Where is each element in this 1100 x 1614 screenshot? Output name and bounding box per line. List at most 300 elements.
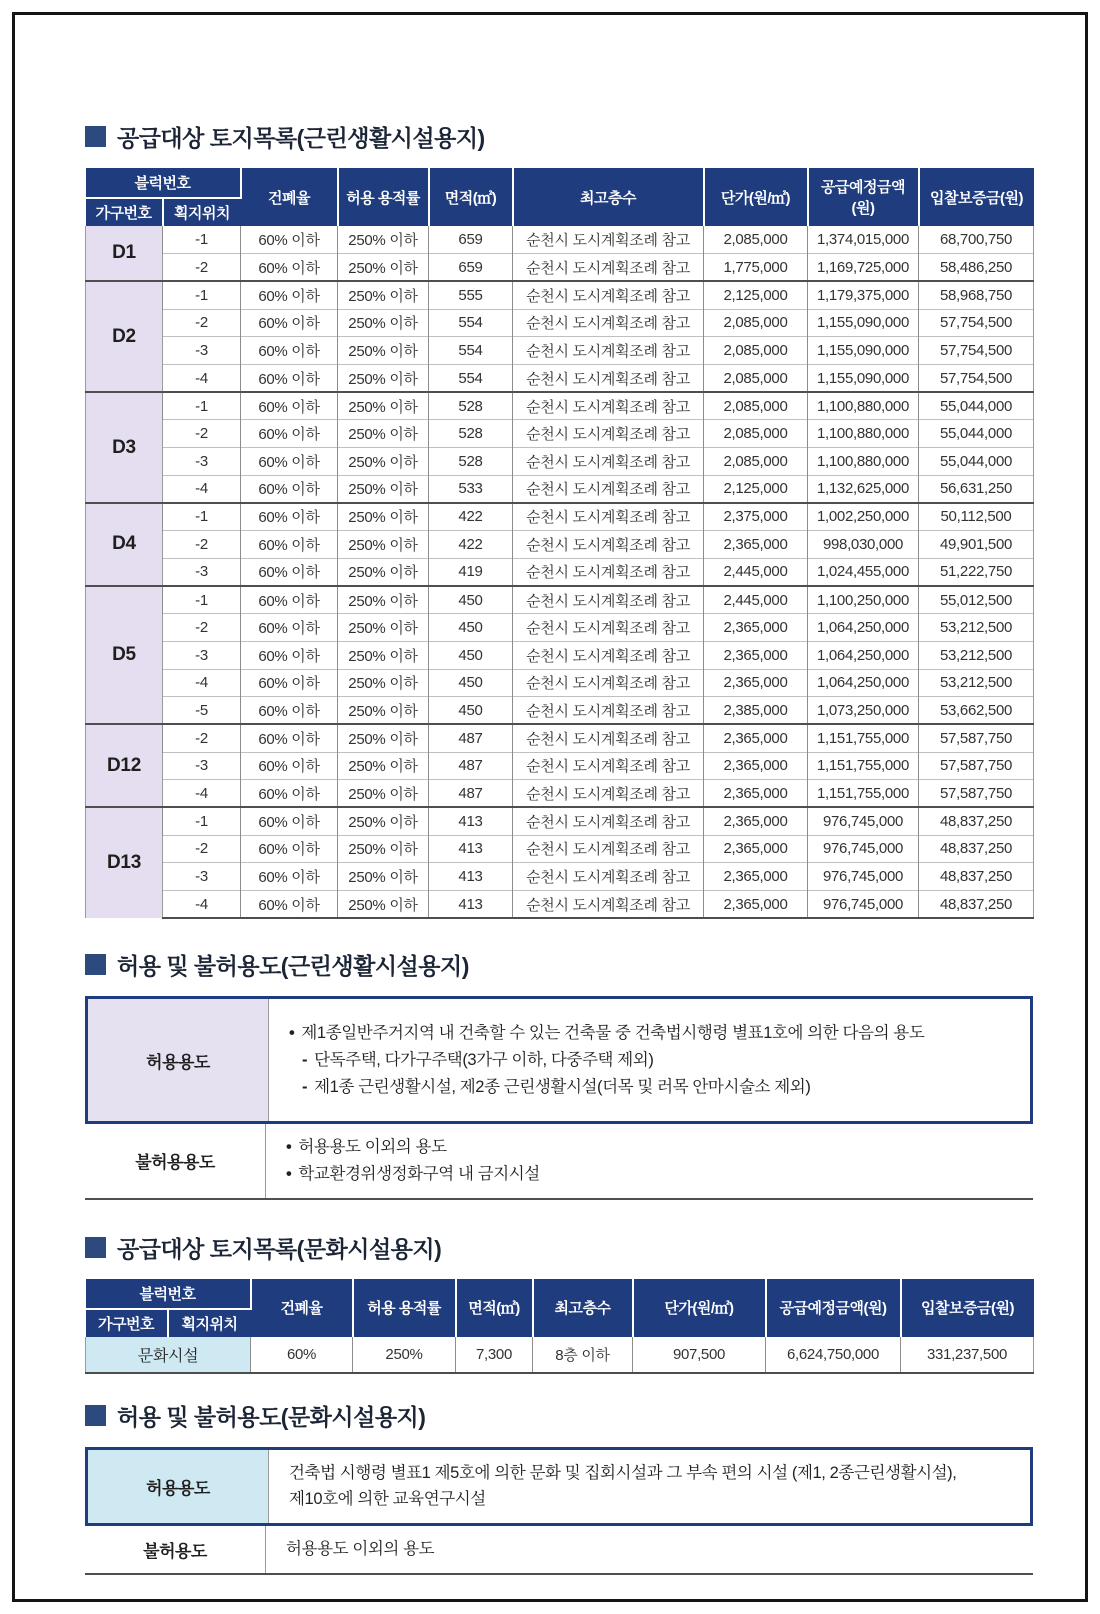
use-line (286, 1161, 1013, 1188)
disallowed-use-content (266, 1124, 1033, 1197)
allowed-use-label: 허용용도 (88, 999, 269, 1121)
far-cell: 250% 이하 (338, 669, 429, 697)
header-parcel-loc: 획지위치 (168, 1309, 251, 1337)
unit-price-cell: 2,365,000 (704, 863, 808, 891)
header-parcel-loc: 획지위치 (163, 198, 241, 226)
land-table-body (86, 226, 1034, 918)
coverage-cell: 60% 이하 (241, 254, 338, 282)
use-line (289, 1020, 1010, 1047)
far-cell: 250% 이하 (338, 835, 429, 863)
header-bid-deposit: 입찰보증금(원) (919, 168, 1034, 226)
area-cell: 528 (429, 448, 513, 476)
area-cell: 422 (429, 531, 513, 559)
unit-price-cell: 2,365,000 (704, 891, 808, 919)
coverage-cell: 60% 이하 (241, 337, 338, 365)
unit-price-cell: 2,445,000 (704, 586, 808, 614)
bid-deposit-cell: 55,044,000 (919, 448, 1034, 476)
parcel-loc-cell: -4 (163, 475, 241, 503)
bid-deposit-cell: 48,837,250 (919, 891, 1034, 919)
document-content (85, 120, 1033, 1575)
land-row (86, 752, 1034, 780)
unit-price-cell: 2,365,000 (704, 724, 808, 752)
area-cell: 413 (429, 891, 513, 919)
max-floors-cell: 순천시 도시계획조례 참고 (513, 281, 704, 309)
max-floors-cell: 순천시 도시계획조례 참고 (513, 863, 704, 891)
unit-price-cell: 2,365,000 (704, 614, 808, 642)
land-row (86, 835, 1034, 863)
coverage-cell: 60% 이하 (241, 780, 338, 808)
unit-price-cell: 2,365,000 (704, 835, 808, 863)
unit-price-cell: 2,125,000 (704, 475, 808, 503)
far-cell: 250% 이하 (338, 226, 429, 254)
land-row (86, 641, 1034, 669)
use-line-text: 건축법 시행령 별표1 제5호에 의한 문화 및 집회시설과 그 부속 편의 시설 (제1, 2종근린생활시설), (289, 1463, 957, 1482)
land-row (86, 281, 1034, 309)
area-cell: 419 (429, 558, 513, 586)
parcel-loc-cell: -2 (163, 531, 241, 559)
parcel-loc-cell: -5 (163, 697, 241, 725)
parcel-loc-cell: -4 (163, 891, 241, 919)
land-row (86, 586, 1034, 614)
unit-price-cell: 2,445,000 (704, 558, 808, 586)
coverage-cell: 60% 이하 (241, 752, 338, 780)
land-row (86, 226, 1034, 254)
unit-price-cell: 2,365,000 (704, 752, 808, 780)
unit-price-cell: 2,385,000 (704, 697, 808, 725)
area-cell: 487 (429, 780, 513, 808)
parcel-loc-cell: -1 (163, 807, 241, 835)
use-line-text: 허용용도 이외의 용도 (298, 1138, 447, 1157)
unit-price-cell: 2,365,000 (704, 780, 808, 808)
land-row (86, 448, 1034, 476)
section-bullet-icon (85, 126, 106, 147)
bid-deposit-cell: 55,044,000 (919, 392, 1034, 420)
max-floors-cell: 순천시 도시계획조례 참고 (513, 614, 704, 642)
far-cell: 250% 이하 (338, 337, 429, 365)
max-floors-cell: 순천시 도시계획조례 참고 (513, 309, 704, 337)
max-floors-cell: 순천시 도시계획조례 참고 (513, 475, 704, 503)
header-bid-deposit: 입찰보증금(원) (901, 1279, 1034, 1337)
unit-price-cell: 2,085,000 (704, 226, 808, 254)
header-coverage: 건폐율 (251, 1279, 353, 1337)
header-coverage: 건폐율 (241, 168, 338, 226)
land-row (86, 669, 1034, 697)
max-floors-cell: 순천시 도시계획조례 참고 (513, 226, 704, 254)
parcel-loc-cell: -4 (163, 364, 241, 392)
unit-price-cell: 2,085,000 (704, 420, 808, 448)
supply-amount-cell: 998,030,000 (808, 531, 919, 559)
parcel-loc-cell: -1 (163, 586, 241, 614)
use-line-text: 학교환경위생정화구역 내 금지시설 (298, 1164, 540, 1183)
supply-amount-cell: 1,024,455,000 (808, 558, 919, 586)
bid-deposit-cell: 57,587,750 (919, 724, 1034, 752)
bid-deposit-cell: 48,837,250 (919, 807, 1034, 835)
far-cell: 250% 이하 (338, 558, 429, 586)
section-bullet-icon (85, 954, 106, 975)
far-cell: 250% 이하 (338, 448, 429, 476)
supply-amount-cell: 1,155,090,000 (808, 309, 919, 337)
disallowed-use-row (85, 1124, 1033, 1199)
section-bullet-icon (85, 1405, 106, 1426)
coverage-cell: 60% 이하 (241, 863, 338, 891)
far-cell: 250% 이하 (338, 586, 429, 614)
use-line-text: 제1종 근린생활시설, 제2종 근린생활시설(더목 및 러목 안마시술소 제외) (314, 1077, 811, 1096)
max-floors-cell: 순천시 도시계획조례 참고 (513, 835, 704, 863)
supply-amount-cell: 1,073,250,000 (808, 697, 919, 725)
land-table-header (86, 168, 1034, 226)
header-unit-price: 단가(원/㎡) (633, 1279, 766, 1337)
supply-amount-cell: 976,745,000 (808, 891, 919, 919)
far-cell: 250% 이하 (338, 863, 429, 891)
area-cell: 450 (429, 669, 513, 697)
bid-deposit-cell: 55,012,500 (919, 586, 1034, 614)
header-far: 허용 용적률 (353, 1279, 456, 1337)
land-row (86, 531, 1034, 559)
coverage-cell: 60% 이하 (241, 281, 338, 309)
culture-table-header (86, 1279, 1034, 1337)
bid-deposit-cell: 55,044,000 (919, 420, 1034, 448)
unit-price-cell: 2,085,000 (704, 337, 808, 365)
supply-amount-cell: 1,100,880,000 (808, 392, 919, 420)
area-cell: 450 (429, 697, 513, 725)
max-floors-cell: 순천시 도시계획조례 참고 (513, 503, 704, 531)
parcel-loc-cell: -1 (163, 503, 241, 531)
use-line-text: 제1종일반주거지역 내 건축할 수 있는 건축물 중 건축법시행령 별표1호에 의한 다음의 용도 (301, 1024, 925, 1043)
supply-amount-cell: 1,132,625,000 (808, 475, 919, 503)
area-cell: 528 (429, 420, 513, 448)
unit-price-cell: 2,125,000 (704, 281, 808, 309)
supply-amount-cell: 976,745,000 (808, 807, 919, 835)
header-household-no: 가구번호 (86, 1309, 168, 1337)
allowed-use-row (85, 1447, 1033, 1526)
neighborhood-use-table (85, 996, 1033, 1199)
coverage-cell: 60% 이하 (241, 697, 338, 725)
culture-supply-table (85, 1279, 1034, 1374)
land-row (86, 309, 1034, 337)
far-cell: 250% 이하 (338, 392, 429, 420)
parcel-loc-cell: -4 (163, 780, 241, 808)
block-label: D2 (86, 281, 163, 392)
supply-amount-cell: 6,624,750,000 (766, 1337, 901, 1373)
far-cell: 250% 이하 (338, 503, 429, 531)
bid-deposit-cell: 53,212,500 (919, 669, 1034, 697)
parcel-loc-cell: -2 (163, 254, 241, 282)
area-cell: 450 (429, 614, 513, 642)
supply-amount-cell: 976,745,000 (808, 835, 919, 863)
section3-title-text: 공급대상 토지목록(문화시설용지) (117, 1235, 442, 1262)
bid-deposit-cell: 53,212,500 (919, 614, 1034, 642)
area-cell: 422 (429, 503, 513, 531)
coverage-cell: 60% 이하 (241, 614, 338, 642)
max-floors-cell: 순천시 도시계획조례 참고 (513, 337, 704, 365)
block-label: D4 (86, 503, 163, 586)
parcel-loc-cell: -3 (163, 448, 241, 476)
unit-price-cell: 2,365,000 (704, 641, 808, 669)
area-cell: 450 (429, 641, 513, 669)
parcel-loc-cell: -2 (163, 724, 241, 752)
coverage-cell: 60% 이하 (241, 364, 338, 392)
coverage-cell: 60% 이하 (241, 669, 338, 697)
section2-title-text: 허용 및 불허용도(근린생활시설용지) (117, 953, 469, 980)
block-label: D3 (86, 392, 163, 503)
disallowed-use-row (85, 1526, 1033, 1575)
header-area: 면적(㎡) (429, 168, 513, 226)
land-row (86, 364, 1034, 392)
parcel-loc-cell: -3 (163, 558, 241, 586)
coverage-cell: 60% 이하 (241, 420, 338, 448)
parcel-loc-cell: -3 (163, 641, 241, 669)
allowed-use-label: 허용용도 (88, 1450, 269, 1523)
bullet-mark: • (286, 1164, 292, 1183)
bullet-mark: • (289, 1024, 295, 1043)
culture-facility-label: 문화시설 (86, 1337, 251, 1373)
far-cell: 250% 이하 (338, 697, 429, 725)
area-cell: 450 (429, 586, 513, 614)
unit-price-cell: 2,085,000 (704, 364, 808, 392)
coverage-cell: 60% 이하 (241, 891, 338, 919)
supply-amount-cell: 1,064,250,000 (808, 641, 919, 669)
far-cell: 250% 이하 (338, 420, 429, 448)
land-row (86, 558, 1034, 586)
bullet-mark: - (302, 1077, 308, 1096)
land-row (86, 337, 1034, 365)
header-unit-price: 단가(원/㎡) (704, 168, 808, 226)
header-supply-amount: 공급예정금액(원) (808, 168, 919, 226)
use-line (289, 1047, 1010, 1074)
culture-use-table (85, 1447, 1033, 1575)
area-cell: 555 (429, 281, 513, 309)
area-cell: 413 (429, 863, 513, 891)
parcel-loc-cell: -3 (163, 752, 241, 780)
area-cell: 533 (429, 475, 513, 503)
unit-price-cell: 2,365,000 (704, 531, 808, 559)
unit-price-cell: 1,775,000 (704, 254, 808, 282)
bid-deposit-cell: 48,837,250 (919, 863, 1034, 891)
parcel-loc-cell: -2 (163, 420, 241, 448)
far-cell: 250% (353, 1337, 456, 1373)
coverage-cell: 60% 이하 (241, 475, 338, 503)
coverage-cell: 60% (251, 1337, 353, 1373)
max-floors-cell: 순천시 도시계획조례 참고 (513, 780, 704, 808)
far-cell: 250% 이하 (338, 254, 429, 282)
section-bullet-icon (85, 1237, 106, 1258)
disallowed-use-content (266, 1526, 1033, 1573)
land-row (86, 254, 1034, 282)
supply-amount-cell: 1,169,725,000 (808, 254, 919, 282)
coverage-cell: 60% 이하 (241, 641, 338, 669)
header-far: 허용 용적률 (338, 168, 429, 226)
parcel-loc-cell: -1 (163, 392, 241, 420)
bid-deposit-cell: 56,631,250 (919, 475, 1034, 503)
use-line (289, 1460, 1010, 1487)
supply-amount-cell: 1,100,880,000 (808, 448, 919, 476)
max-floors-cell: 순천시 도시계획조례 참고 (513, 724, 704, 752)
supply-amount-cell: 976,745,000 (808, 863, 919, 891)
culture-row (86, 1337, 1034, 1373)
bid-deposit-cell: 57,587,750 (919, 780, 1034, 808)
section4-title-text: 허용 및 불허용도(문화시설용지) (117, 1403, 426, 1430)
max-floors-cell: 8층 이하 (533, 1337, 633, 1373)
bid-deposit-cell: 57,587,750 (919, 752, 1034, 780)
supply-amount-cell: 1,002,250,000 (808, 503, 919, 531)
bid-deposit-cell: 48,837,250 (919, 835, 1034, 863)
use-line-text: 제10호에 의한 교육연구시설 (289, 1490, 486, 1509)
culture-table-body (86, 1337, 1034, 1373)
coverage-cell: 60% 이하 (241, 503, 338, 531)
disallowed-use-label: 불허용도 (85, 1526, 266, 1573)
use-line-text: 허용용도 이외의 용도 (286, 1540, 435, 1559)
unit-price-cell: 2,085,000 (704, 448, 808, 476)
section1-title (85, 120, 1033, 153)
use-line (289, 1074, 1010, 1101)
bid-deposit-cell: 53,662,500 (919, 697, 1034, 725)
parcel-loc-cell: -1 (163, 226, 241, 254)
land-row (86, 780, 1034, 808)
area-cell: 487 (429, 724, 513, 752)
use-line (286, 1536, 1013, 1563)
header-block-no: 블럭번호 (86, 1279, 251, 1309)
far-cell: 250% 이하 (338, 614, 429, 642)
bid-deposit-cell: 58,968,750 (919, 281, 1034, 309)
coverage-cell: 60% 이하 (241, 807, 338, 835)
area-cell: 659 (429, 226, 513, 254)
supply-amount-cell: 1,155,090,000 (808, 364, 919, 392)
max-floors-cell: 순천시 도시계획조례 참고 (513, 641, 704, 669)
max-floors-cell: 순천시 도시계획조례 참고 (513, 807, 704, 835)
bid-deposit-cell: 49,901,500 (919, 531, 1034, 559)
area-cell: 659 (429, 254, 513, 282)
header-supply-amount: 공급예정금액(원) (766, 1279, 901, 1337)
allowed-use-content (269, 1450, 1030, 1523)
supply-amount-cell: 1,155,090,000 (808, 337, 919, 365)
coverage-cell: 60% 이하 (241, 558, 338, 586)
max-floors-cell: 순천시 도시계획조례 참고 (513, 448, 704, 476)
max-floors-cell: 순천시 도시계획조례 참고 (513, 669, 704, 697)
parcel-loc-cell: -4 (163, 669, 241, 697)
area-cell: 413 (429, 807, 513, 835)
section3-title (85, 1231, 1033, 1264)
allowed-use-row (85, 996, 1033, 1124)
max-floors-cell: 순천시 도시계획조례 참고 (513, 392, 704, 420)
supply-amount-cell: 1,179,375,000 (808, 281, 919, 309)
coverage-cell: 60% 이하 (241, 835, 338, 863)
far-cell: 250% 이하 (338, 475, 429, 503)
bid-deposit-cell: 58,486,250 (919, 254, 1034, 282)
coverage-cell: 60% 이하 (241, 586, 338, 614)
unit-price-cell: 907,500 (633, 1337, 766, 1373)
land-row (86, 863, 1034, 891)
supply-amount-cell: 1,374,015,000 (808, 226, 919, 254)
max-floors-cell: 순천시 도시계획조례 참고 (513, 891, 704, 919)
far-cell: 250% 이하 (338, 309, 429, 337)
unit-price-cell: 2,085,000 (704, 309, 808, 337)
parcel-loc-cell: -2 (163, 835, 241, 863)
allowed-use-content (269, 999, 1030, 1121)
land-row (86, 891, 1034, 919)
max-floors-cell: 순천시 도시계획조례 참고 (513, 586, 704, 614)
supply-amount-cell: 1,151,755,000 (808, 724, 919, 752)
land-row (86, 503, 1034, 531)
land-row (86, 724, 1034, 752)
header-block-no: 블럭번호 (86, 168, 241, 198)
unit-price-cell: 2,365,000 (704, 807, 808, 835)
parcel-loc-cell: -2 (163, 614, 241, 642)
far-cell: 250% 이하 (338, 724, 429, 752)
land-row (86, 420, 1034, 448)
land-row (86, 614, 1034, 642)
land-supply-table (85, 168, 1034, 919)
unit-price-cell: 2,365,000 (704, 669, 808, 697)
coverage-cell: 60% 이하 (241, 392, 338, 420)
use-line-text: 단독주택, 다가구주택(3가구 이하, 다중주택 제외) (314, 1050, 654, 1069)
header-max-floors: 최고층수 (533, 1279, 633, 1337)
block-label: D1 (86, 226, 163, 281)
bid-deposit-cell: 57,754,500 (919, 364, 1034, 392)
area-cell: 554 (429, 364, 513, 392)
land-row (86, 807, 1034, 835)
land-row (86, 392, 1034, 420)
coverage-cell: 60% 이하 (241, 724, 338, 752)
max-floors-cell: 순천시 도시계획조례 참고 (513, 697, 704, 725)
land-row (86, 697, 1034, 725)
bid-deposit-cell: 57,754,500 (919, 337, 1034, 365)
far-cell: 250% 이하 (338, 364, 429, 392)
max-floors-cell: 순천시 도시계획조례 참고 (513, 420, 704, 448)
section4-title (85, 1399, 1033, 1432)
far-cell: 250% 이하 (338, 641, 429, 669)
unit-price-cell: 2,085,000 (704, 392, 808, 420)
max-floors-cell: 순천시 도시계획조례 참고 (513, 254, 704, 282)
block-label: D13 (86, 807, 163, 918)
far-cell: 250% 이하 (338, 281, 429, 309)
unit-price-cell: 2,375,000 (704, 503, 808, 531)
supply-amount-cell: 1,151,755,000 (808, 780, 919, 808)
bullet-mark: • (286, 1138, 292, 1157)
bullet-mark: - (302, 1050, 308, 1069)
parcel-loc-cell: -3 (163, 337, 241, 365)
section1-title-text: 공급대상 토지목록(근린생활시설용지) (117, 125, 485, 151)
header-household-no: 가구번호 (86, 198, 163, 226)
bid-deposit-cell: 51,222,750 (919, 558, 1034, 586)
header-max-floors: 최고층수 (513, 168, 704, 226)
coverage-cell: 60% 이하 (241, 309, 338, 337)
disallowed-use-label: 불허용용도 (85, 1124, 266, 1197)
far-cell: 250% 이하 (338, 752, 429, 780)
supply-amount-cell: 1,100,880,000 (808, 420, 919, 448)
parcel-loc-cell: -2 (163, 309, 241, 337)
coverage-cell: 60% 이하 (241, 448, 338, 476)
area-cell: 554 (429, 309, 513, 337)
bid-deposit-cell: 57,754,500 (919, 309, 1034, 337)
area-cell: 413 (429, 835, 513, 863)
max-floors-cell: 순천시 도시계획조례 참고 (513, 531, 704, 559)
use-line (286, 1134, 1013, 1161)
block-label: D12 (86, 724, 163, 807)
block-label: D5 (86, 586, 163, 724)
area-cell: 528 (429, 392, 513, 420)
max-floors-cell: 순천시 도시계획조례 참고 (513, 364, 704, 392)
supply-amount-cell: 1,151,755,000 (808, 752, 919, 780)
far-cell: 250% 이하 (338, 531, 429, 559)
area-cell: 487 (429, 752, 513, 780)
use-line (289, 1486, 1010, 1513)
coverage-cell: 60% 이하 (241, 226, 338, 254)
max-floors-cell: 순천시 도시계획조례 참고 (513, 752, 704, 780)
supply-amount-cell: 1,064,250,000 (808, 669, 919, 697)
parcel-loc-cell: -3 (163, 863, 241, 891)
far-cell: 250% 이하 (338, 780, 429, 808)
bid-deposit-cell: 53,212,500 (919, 641, 1034, 669)
